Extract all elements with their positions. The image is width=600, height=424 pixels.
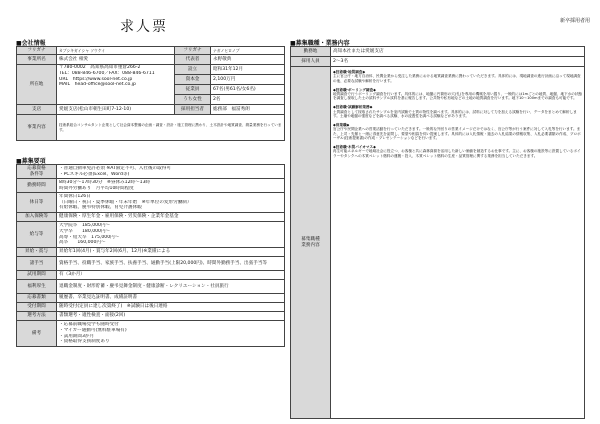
remarks-line: ・試用期間3か月 [59,333,95,339]
capital-label: 資本金 [175,75,211,85]
trial-label: 試用期間 [17,271,57,280]
req-line: ・普通自動車免許必須 ※AT限定不可、入社後の取得可 [59,165,171,171]
raise-label: 昇給・賞与 [17,248,57,257]
welfare-label: 福利厚生 [17,280,57,294]
rep-furigana: ナガノヒロノブ [211,47,285,55]
female-label: うち女性 [175,95,211,105]
rep-name: 永野敬典 [211,55,285,65]
founded-label: 設立 [175,65,211,75]
hours-label: 勤務時間 [17,179,57,193]
remarks-value [57,321,285,347]
salary-line: 大学卒 180,000円～ [59,228,111,234]
hires-value: 2～3名 [331,57,585,67]
holidays-line: （日曜日・祝日・夏季休暇・年末年始 ※年単位の変形労働制） [59,199,192,205]
selection-value: 書類選考・適性検査・面接(2回) [57,312,285,321]
branch-value: 愛媛支店(松山市朝生田町7-12-10) [57,105,175,115]
duty-title: ◆技術職-ボーリング調査◆ [333,87,376,92]
insurance-value: 健康保険・厚生年金・雇用保険・労災保険・企業年金基金 [57,213,285,222]
remarks-line: ・資格取得支援制度あり [59,339,110,345]
salary-label: 給与等 [17,222,57,248]
duty-title: ◆営業職◆ [333,122,350,127]
holidays-line: 有給休暇、慶弔特別休暇、育児介護休暇 [59,205,142,211]
company-name: 株式会社 相愛 [57,55,175,65]
person-label: 採用担当者 [175,105,211,115]
address-line: 〒780-0002 高知県高知市重倉266-2 [59,65,141,70]
female-value: 2名 [211,95,285,105]
usage-label: 新卒採用者用 [559,18,590,24]
branch-label: 支店 [17,105,57,115]
founded-value: 昭和31年12月 [211,65,285,75]
duty-text: 地質調査で行うボーリング調査を行います。具体的には、地盤に円筒形の穴(孔)を専用の機械を用い掘り、一般的には1mごとの地質、地盤、地下水の状態を調査し採取した土の試料サンプル試料を基に報告します。公共物や私有地などの土地の地質調査を行います。地下10～100mまでの調査も可能です。 [333,92,583,101]
employees-value: 67名(男61名/女6名) [211,85,285,95]
documents-value: 履歴書、卒業見込証明書、成績証明書 [57,294,285,303]
allowance-label: 諸手当 [17,257,57,271]
capital-value: 2,100万円 [211,75,285,85]
business-value: 技術系総合コンサルタント企業として社会資本整備の企画・調査・設計・施工管理に携わり、土木設計や地質調査、測量業務を行っています。 [57,115,285,141]
company-section-heading: ■会社情報 [16,40,46,47]
address-block [57,65,175,105]
phone-line: TEL：088-846-6700／FAX：088-846-6711 [59,70,155,76]
holidays-label: 休日等 [17,193,57,213]
location-value: 高知本社または愛媛支店 [331,47,585,57]
address-label: 所在地 [17,65,57,105]
duty-text: 土質調査として採取されたサンプルを室内試験で土質の物性を調べます。具体的には、試料に対して力を加える試験を行い、データをまとめて解析します。土壌や地盤の強度などを調べる試験、水の浸透性を調べる試験などがあります。 [333,109,577,119]
remarks-line: ・応募前職場見学も随時受付 [59,321,119,327]
duty-text: 主に官公庁・地方自治体、民間企業から受注した業務における地質調査業務に携わっていただきます。具体的には、現地調査の進行計画に沿って現地調査の他、必要な試験や解析を行います。 [333,74,581,83]
person-value: 総務部 福冨秀朗 [211,105,285,115]
period-label: 受付期間 [17,303,57,312]
duty-text: 官公庁や民間企業への営業活動を行っていただきます。一般的な外回りの営業イメージだけではなく、官公庁等が行う案件に対して入札等を行います。また、上司・先輩と一緒に得意先を訪問し、要望や相談を伺い提案します。具体的には入札情報・過去の入札結果の情報収集、入札必要書類の作成、プロポーザル(技術提案書)の作成・プレゼンテーションなどを行います。 [333,127,581,141]
duty-title: ◆技術職-木質バイオマス◆ [333,144,376,149]
company-furigana: カブシキガイシャ ソウケイ [57,47,175,55]
mail-line: MAIL head-office@sool-net.co.jp [59,82,136,88]
period-value: 随時受付(定員に達し次第終了) ※試験日は後日連絡 [57,303,285,312]
hires-label: 採用人員 [291,57,331,67]
employees-label: 従業員 [175,85,211,95]
salary-line: 高専・短大卒 175,000円～ [59,234,120,240]
welfare-value: 退職金制度・財形貯蓄・慶弔見舞金制度・健康診断・レクリエーション・社員旅行 [57,280,285,294]
url-line: URL https://www.sool-net.co.jp [59,76,133,82]
req-label: 応募資格 条件等 [17,165,57,179]
duty-value [331,67,585,419]
trial-value: 有（3か月） [57,271,285,280]
req-value [57,165,285,179]
allowance-value: 資格手当、役職手当、家族手当、扶養手当、通勤手当(上限20,000円)、時間外勤務手当、出張手当等 [57,257,285,271]
job-section-heading: ■募集職種・業務内容 [290,40,350,47]
holidays-value [57,193,285,213]
furigana-label: フリガナ [17,47,57,55]
recruit-section-heading: ■募集要項 [16,158,46,165]
company-name-label: 事業所名 [17,55,57,65]
business-label: 事業内容 [17,115,57,141]
rep-furigana-label: フリガナ [175,47,211,55]
duty-text: 再生可能エネルギーで地域社会に役立つ、お客様と共に森林資源を活用した新しい価値を創造するお仕事です。主に、お客様の施設等に設置しているボイラーやタンクへの木質ペレット燃料の運搬・投入、木質ペレット燃料の生産・品質管理に関する業務を担当していただきます。 [333,149,581,158]
hours-line: 8時30分～17時30分 ※昼休み12時～13時 [59,179,151,185]
page-title: 求人票 [120,19,168,35]
hours-line: 時間外労働あり 月平均10時間程度 [59,185,134,191]
raise-value: 昇給年1回(4月)・賞与年2回(6月、12月)※業績による [57,248,285,257]
insurance-label: 加入保険等 [17,213,57,222]
hours-value [57,179,285,193]
selection-label: 選考方法 [17,312,57,321]
recruit-table [16,164,285,347]
duty-label: 募集職種 業務内容 [291,67,331,419]
salary-line: 大学院卒 185,000円～ [59,222,111,228]
duty-title: ◆技術職-試験解析業務◆ [333,105,373,110]
salary-value [57,222,285,248]
remarks-label: 備考 [17,321,57,347]
rep-label: 代表者 [175,55,211,65]
salary-line: 高卒 160,000円～ [59,240,106,246]
documents-label: 応募書類 [17,294,57,303]
req-line: ・PCスキル必須(Excel、Word等) [59,171,130,177]
location-label: 勤務地 [291,47,331,57]
duty-title: ◆技術職-地質調査◆ [333,70,366,74]
holidays-line: 年間休日126日 [59,193,91,199]
company-info-table [16,46,285,141]
job-table [290,46,585,419]
remarks-line: ・マイカー通勤可(無料駐車場有) [59,327,127,333]
